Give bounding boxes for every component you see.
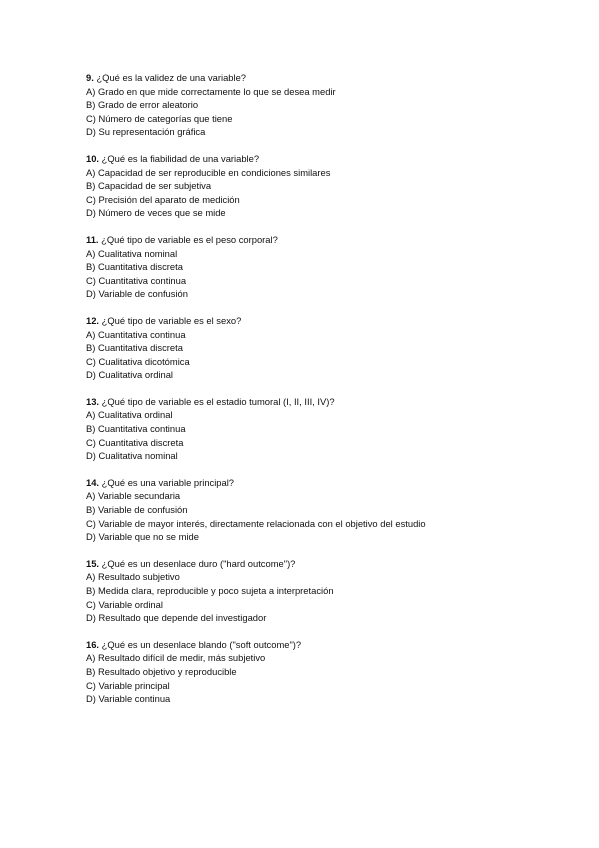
question-title — [86, 395, 566, 409]
question-title — [86, 314, 566, 328]
question-number: 10. — [86, 152, 100, 164]
option-a: A) Resultado subjetivo — [86, 571, 180, 583]
question-title — [86, 476, 566, 490]
option-a: A) Resultado difícil de medir, más subjetivo — [86, 652, 266, 664]
question-11 — [86, 233, 566, 301]
question-title — [86, 71, 566, 85]
question-text: ¿Qué es un desenlace duro ("hard outcome")? — [101, 557, 296, 569]
option-a: A) Variable secundaria — [86, 490, 181, 502]
option-b: B) Variable de confusión — [86, 504, 188, 516]
option-d: D) Su representación gráfica — [86, 126, 206, 138]
question-number: 12. — [86, 314, 100, 326]
question-13 — [86, 395, 566, 463]
question-10 — [86, 152, 566, 220]
question-title — [86, 638, 566, 652]
option-b: B) Capacidad de ser subjetiva — [86, 180, 212, 192]
option-c: C) Variable principal — [86, 679, 170, 691]
option-d: D) Cualitativa ordinal — [86, 369, 174, 381]
question-text: ¿Qué tipo de variable es el sexo? — [101, 314, 242, 326]
question-number: 11. — [86, 233, 99, 245]
option-b: B) Medida clara, reproducible y poco sujeta a interpretación — [86, 585, 334, 596]
question-text: ¿Qué es un desenlace blando ("soft outcome")? — [101, 638, 302, 650]
option-b: B) Cuantitativa continua — [86, 423, 186, 435]
question-14 — [86, 476, 566, 544]
question-title — [86, 233, 566, 247]
option-b: B) Resultado objetivo y reproducible — [86, 665, 237, 677]
question-number: 14. — [86, 476, 100, 488]
option-d: D) Número de veces que se mide — [86, 207, 226, 219]
option-c: C) Cuantitativa continua — [86, 274, 187, 286]
question-title — [86, 557, 566, 571]
question-text: ¿Qué tipo de variable es el estadio tumoral (I, II, III, IV)? — [101, 395, 335, 407]
option-b: B) Cuantitativa discreta — [86, 261, 183, 273]
option-d: D) Variable continua — [86, 693, 171, 705]
document-page — [86, 71, 566, 719]
question-text: ¿Qué es la fiabilidad de una variable? — [101, 152, 260, 164]
option-c: C) Variable de mayor interés, directamente relacionada con el objetivo del estudio — [86, 517, 426, 529]
option-c: C) Cuantitativa discreta — [86, 436, 184, 448]
question-text: ¿Qué es la validez de una variable? — [96, 72, 247, 83]
question-text: ¿Qué es una variable principal? — [101, 476, 235, 488]
option-d: D) Cualitativa nominal — [86, 450, 178, 462]
question-12 — [86, 314, 566, 382]
option-d: D) Resultado que depende del investigador — [86, 612, 267, 624]
question-16 — [86, 638, 566, 706]
question-number: 9. — [86, 72, 94, 83]
question-9 — [86, 71, 566, 139]
option-a: A) Cuantitativa continua — [86, 328, 186, 340]
question-number: 16. — [86, 638, 100, 650]
option-c: C) Número de categorías que tiene — [86, 112, 233, 124]
question-number: 15. — [86, 557, 100, 569]
option-a: A) Capacidad de ser reproducible en condiciones similares — [86, 166, 331, 178]
option-a: A) Cualitativa ordinal — [86, 409, 173, 421]
option-a: A) Grado en que mide correctamente lo que se desea medir — [86, 85, 336, 97]
question-number: 13. — [86, 395, 100, 407]
option-d: D) Variable que no se mide — [86, 531, 199, 543]
option-b: B) Cuantitativa discreta — [86, 342, 183, 354]
option-b: B) Grado de error aleatorio — [86, 99, 199, 111]
option-c: C) Precisión del aparato de medición — [86, 193, 240, 205]
option-c: C) Cualitativa dicotómica — [86, 355, 190, 367]
option-c: C) Variable ordinal — [86, 598, 163, 610]
option-d: D) Variable de confusión — [86, 288, 188, 300]
question-text: ¿Qué tipo de variable es el peso corporal? — [101, 233, 278, 245]
question-15 — [86, 557, 566, 625]
option-a: A) Cualitativa nominal — [86, 247, 178, 259]
question-title — [86, 152, 566, 166]
